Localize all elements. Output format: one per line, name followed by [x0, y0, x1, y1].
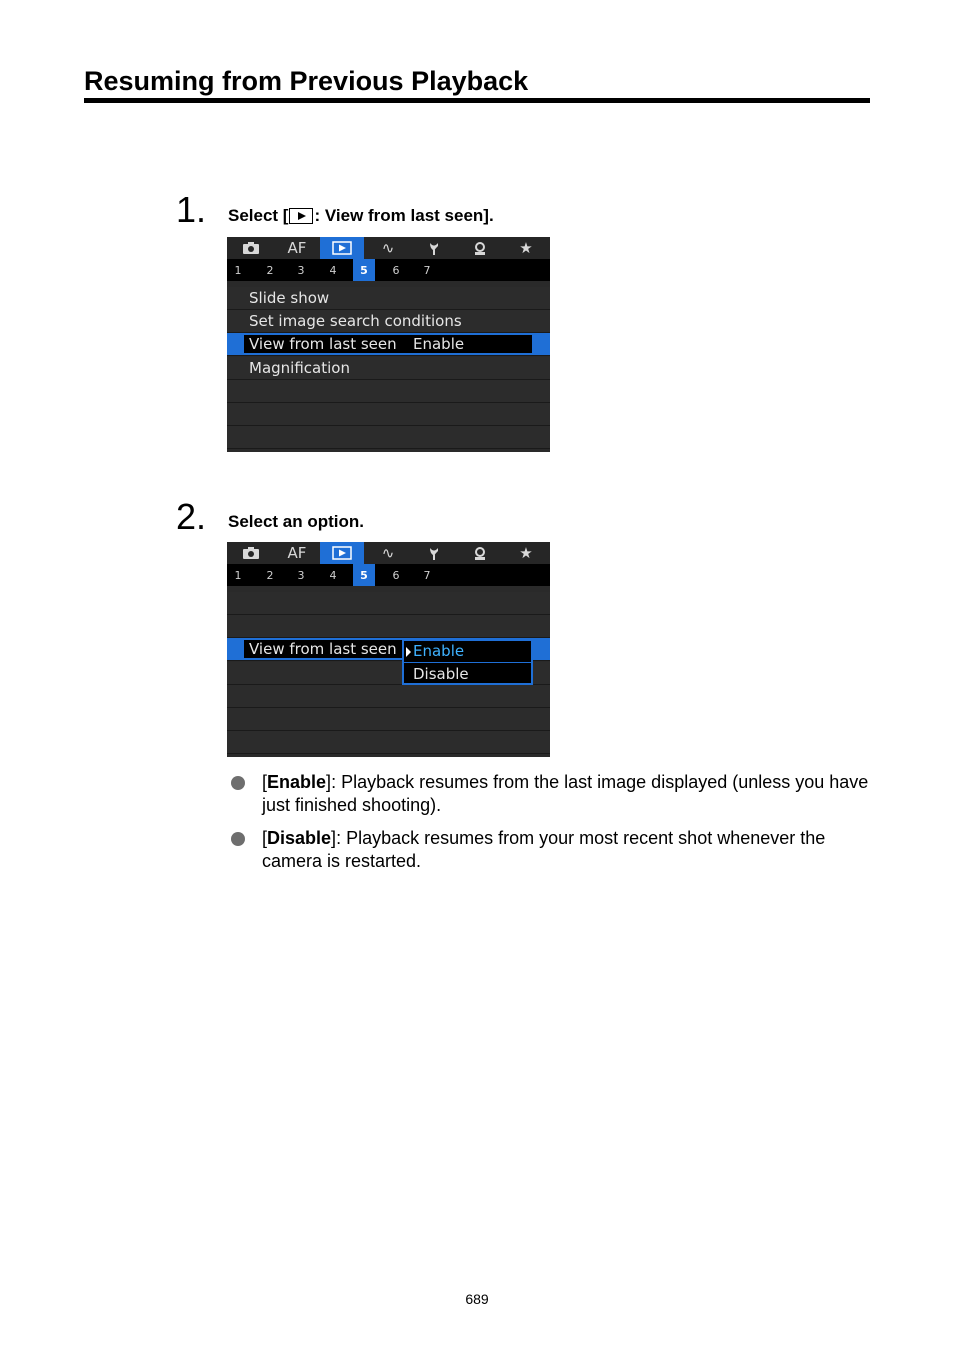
step-1-number: 1.: [176, 189, 207, 230]
wave-icon[interactable]: ∿: [381, 544, 395, 562]
menu-item-label: View from last seen: [249, 335, 397, 353]
menu-empty-row: [227, 708, 550, 731]
page-4[interactable]: 4: [329, 568, 337, 582]
page-6[interactable]: 6: [392, 568, 400, 582]
menu-item-label: View from last seen: [249, 640, 397, 658]
page-2[interactable]: 2: [266, 263, 274, 277]
custom-icon[interactable]: [458, 542, 502, 564]
step-2-text: Select an option.: [228, 512, 365, 531]
af-tab[interactable]: AF: [287, 544, 307, 562]
star-icon[interactable]: ★: [519, 544, 533, 562]
bullet-text: : Playback resumes from your most recent shot whenever the camera is restarted.: [262, 828, 826, 871]
playback-icon: [289, 208, 313, 224]
menu-empty-row: [227, 403, 550, 426]
page-7[interactable]: 7: [423, 263, 431, 277]
menu-empty-row: [227, 426, 550, 449]
menu-item-slide-show[interactable]: [227, 287, 550, 310]
menu-page-bar: [227, 564, 550, 586]
menu-empty-row: [227, 615, 550, 638]
menu-empty-row: [227, 592, 550, 615]
step-1-text-before: Select [: [228, 206, 289, 225]
af-tab[interactable]: AF: [287, 239, 307, 257]
option-disable[interactable]: Disable: [413, 665, 469, 683]
menu-empty-row: [227, 685, 550, 708]
bullet-term: Enable: [267, 772, 327, 792]
bullet-disable: [Disable]: Playback resumes from your most recent shot whenever the camera is restarted.: [230, 827, 880, 873]
page-number: 689: [465, 1291, 489, 1307]
wave-icon[interactable]: ∿: [381, 239, 395, 257]
page-3[interactable]: 3: [297, 568, 305, 582]
bullet-text: : Playback resumes from the last image displayed (unless you have just finished shooting).: [262, 772, 869, 815]
page-2[interactable]: 2: [266, 568, 274, 582]
wrench-icon[interactable]: [412, 542, 456, 564]
menu-tab-bar: [227, 542, 550, 564]
page-5[interactable]: 5: [353, 259, 375, 281]
bullet-enable: [Enable]: Playback resumes from the last image displayed (unless you have just finished shooting).: [230, 771, 880, 817]
step-1-text: [228, 206, 494, 226]
option-enable[interactable]: Enable: [413, 642, 465, 660]
menu-item-magnification[interactable]: [227, 357, 550, 380]
page-7[interactable]: 7: [423, 568, 431, 582]
menu-item-label: Magnification: [249, 359, 350, 377]
menu-item-search-conditions[interactable]: [227, 310, 550, 333]
camera-icon[interactable]: [229, 237, 273, 259]
popup-divider: [404, 662, 531, 663]
step-1-text-after: : View from last seen].: [314, 206, 494, 225]
option-popup: [402, 639, 533, 685]
page-title: Resuming from Previous Playback: [84, 64, 870, 103]
wrench-icon[interactable]: [412, 237, 456, 259]
option-descriptions: [230, 771, 880, 883]
step-2-number: 2.: [176, 496, 207, 537]
custom-icon[interactable]: [458, 237, 502, 259]
star-icon[interactable]: ★: [519, 239, 533, 257]
menu-item-label: Slide show: [249, 289, 330, 307]
bullet-icon: [231, 776, 245, 790]
page-1[interactable]: 1: [234, 568, 242, 582]
bullet-term: Disable: [267, 828, 332, 848]
menu-page-bar: [227, 259, 550, 281]
menu-empty-row: [227, 731, 550, 754]
menu-item-value: Enable: [413, 335, 465, 353]
playback-tab-icon[interactable]: [320, 542, 364, 564]
page-6[interactable]: 6: [392, 263, 400, 277]
menu-item-view-from-last-seen[interactable]: [227, 333, 550, 356]
page-1[interactable]: 1: [234, 263, 242, 277]
caret-icon: [406, 647, 411, 657]
menu-empty-row: [227, 380, 550, 403]
page-5[interactable]: 5: [353, 564, 375, 586]
menu-tab-bar: [227, 237, 550, 259]
camera-menu-screen-1: [227, 237, 550, 452]
page-4[interactable]: 4: [329, 263, 337, 277]
playback-tab-icon[interactable]: [320, 237, 364, 259]
page-3[interactable]: 3: [297, 263, 305, 277]
camera-icon[interactable]: [229, 542, 273, 564]
bullet-icon: [231, 832, 245, 846]
menu-item-label: Set image search conditions: [249, 312, 462, 330]
camera-menu-screen-2: [227, 542, 550, 757]
